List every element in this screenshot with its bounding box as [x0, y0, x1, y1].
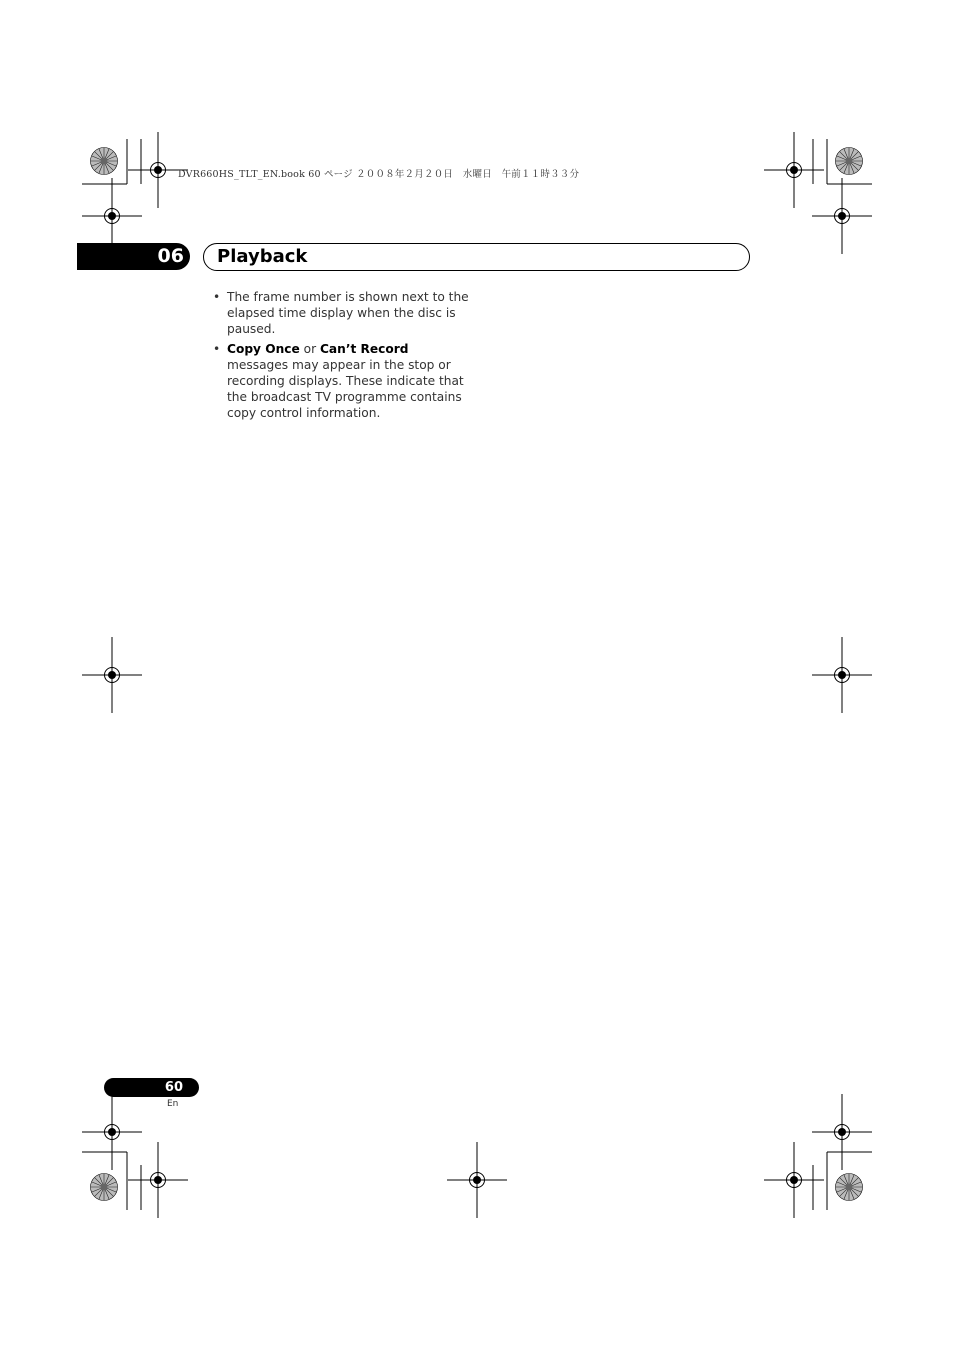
list-item: [213, 341, 469, 421]
chapter-title: Playback: [217, 246, 308, 267]
message-term-cant-record: Can’t Record: [319, 342, 409, 356]
page-number-tab: [104, 1078, 199, 1097]
message-term-copy-once: Copy Once: [227, 342, 300, 356]
page-language: En: [167, 1099, 179, 1109]
chapter-title-box: [203, 243, 750, 271]
print-job-header: DVR660HS_TLT_EN.book 60 ページ ２００８年２月２０日 水曜日 午前１１時３３分: [178, 169, 580, 180]
list-item: [213, 289, 469, 337]
bullet-icon: •: [213, 290, 221, 304]
bullet-text: messages may appear in the stop or recording displays. These indicate that the broadcast TV programme contains copy control information.: [227, 358, 464, 420]
page-number: 60: [164, 1080, 183, 1095]
bullet-text: The frame number is shown next to the elapsed time display when the disc is paused.: [227, 290, 469, 336]
chapter-number: 06: [157, 245, 184, 267]
bullet-list: [213, 289, 469, 425]
bullet-icon: •: [213, 342, 221, 356]
bullet-connector: or: [299, 342, 320, 356]
chapter-number-tab: [77, 243, 190, 270]
